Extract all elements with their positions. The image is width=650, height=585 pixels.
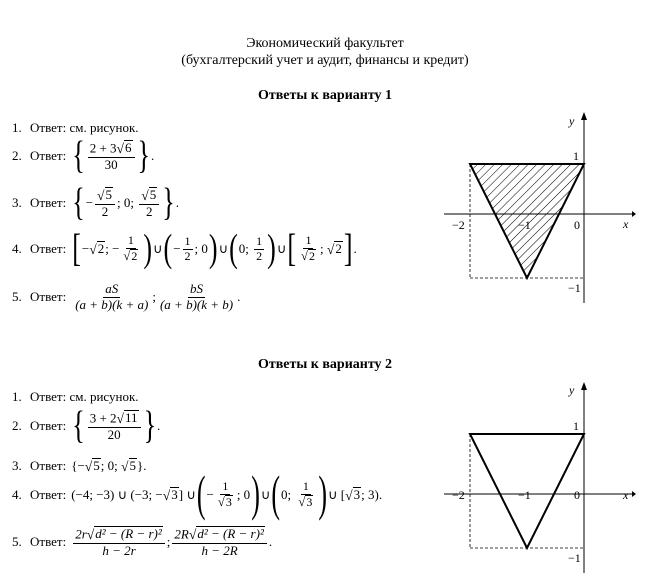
faculty-subtitle: (бухгалтерский учет и аудит, финансы и кредит) <box>181 53 469 68</box>
v1-answer-5: 5. Ответ: $\frac{aS}{(a + b)(k + a)}$ ; $\frac{bS}{(a + b)(k + b)}$ . <box>12 281 241 312</box>
v1-answer-2: 2. Ответ: { 2 + 3 √ 6 30 } . <box>12 133 155 178</box>
variant2-title: Ответы к варианту 2 <box>257 357 393 372</box>
tick-label: 1 <box>573 149 579 163</box>
v1-answer-3: 3. Ответ: { − √ 5 2 ; 0; √ 5 2 } . <box>12 180 179 225</box>
v1-graph <box>440 108 640 308</box>
v2-answer-5: 5. Ответ: 2r √ d² − (R − r)² h − 2r ; 2R √ d² − (R − r)² h − 2R . <box>12 526 273 558</box>
v2-answer-2: 2. Ответ: { 3 + 2 √ 11 20 } . <box>12 403 161 448</box>
tick-label: −1 <box>518 218 531 232</box>
tick-label: −1 <box>568 281 581 295</box>
y-label: y <box>569 114 575 128</box>
v2-answer-1: 1. Ответ: см. рисунок. <box>12 389 139 404</box>
y-arrow <box>581 112 587 120</box>
faculty-title: Экономический факультет <box>246 36 404 51</box>
tick-label: −2 <box>452 218 465 232</box>
tick-label: 1 <box>573 419 579 433</box>
v2-graph <box>440 378 640 578</box>
y-label: y <box>569 383 575 397</box>
variant1-title: Ответы к варианту 1 <box>257 88 393 103</box>
v2-answer-4: 4. Ответ: (−4; −3) ∪ (−3; − √ 3 ] ∪ ( − 1 √ 3 ; 0 ) ∪ ( 0; 1 √ 3 ) ∪ [ √ 3 ; 3). <box>12 466 383 522</box>
x-label: x <box>623 217 629 231</box>
v1-answer-4: 4. Ответ: [ − √ 2 ; − 1 √ 2 ) ∪ ( − $\frac{1}{2}$ ; 0 ) ∪ ( 0; $\frac{1}{2}$ ) ∪ [ 1 √ 2 ; √ 2 ] . <box>12 226 357 271</box>
x-label: x <box>623 488 629 502</box>
tick-label: −1 <box>518 488 531 502</box>
y-arrow <box>581 382 587 390</box>
tick-label: 0 <box>574 218 580 232</box>
x-arrow <box>632 491 636 497</box>
tick-label: −1 <box>568 551 581 565</box>
v1-answer-1: 1. Ответ: см. рисунок. <box>12 120 139 135</box>
tick-label: −2 <box>452 488 465 502</box>
x-arrow <box>632 211 636 217</box>
tick-label: 0 <box>574 488 580 502</box>
v2-answer-3: 3. Ответ: {− √ 5 ; 0; √ 5 } . <box>12 458 147 474</box>
